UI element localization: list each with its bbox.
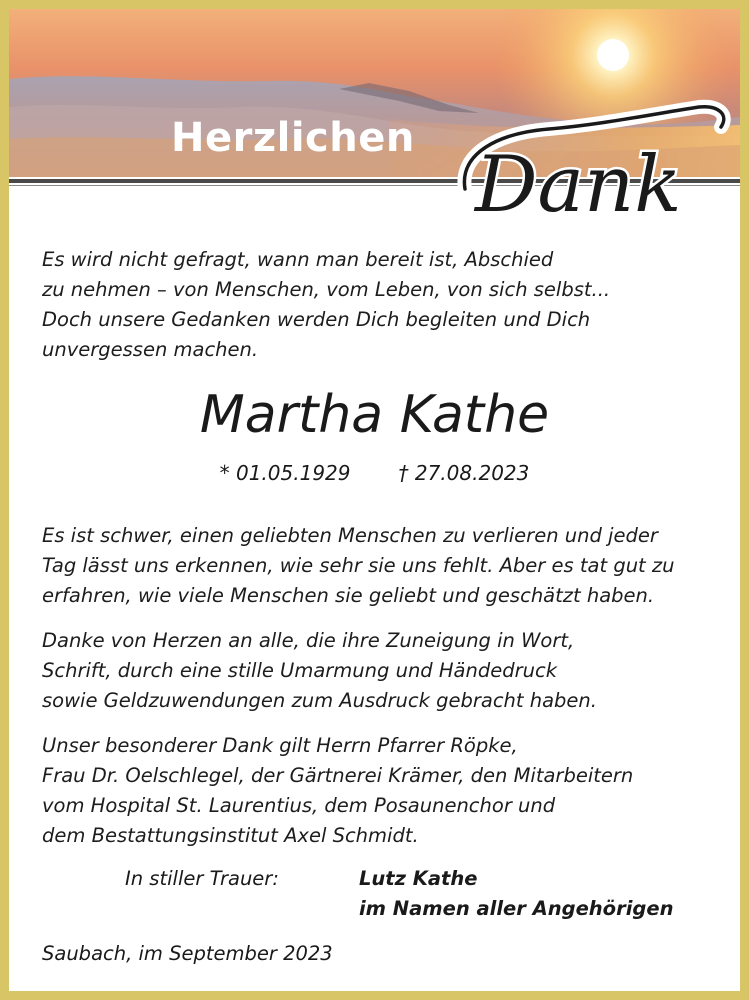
intro-quote-line: Doch unsere Gedanken werden Dich begleiten und Dich: [42, 308, 591, 331]
intro-quote: [42, 245, 610, 365]
paragraph-line: Schrift, durch eine stille Umarmung und Händedruck: [42, 659, 557, 682]
paragraph-line: Frau Dr. Oelschlegel, der Gärtnerei Krämer, den Mitarbeitern: [42, 764, 634, 787]
intro-quote-line: zu nehmen – von Menschen, vom Leben, von sich selbst...: [42, 278, 611, 301]
thanks-paragraph-1: [42, 521, 675, 611]
intro-quote-line: unvergessen machen.: [42, 338, 259, 361]
signer-line: Lutz Kathe: [359, 867, 478, 890]
mourning-label: In stiller Trauer:: [125, 867, 279, 890]
thanks-paragraph-2: [42, 626, 597, 716]
paragraph-line: dem Bestattungsinstitut Axel Schmidt.: [42, 824, 419, 847]
paragraph-line: Tag lässt uns erkennen, wie sehr sie uns fehlt. Aber es tat gut zu: [42, 554, 675, 577]
intro-quote-line: Es wird nicht gefragt, wann man bereit ist, Abschied: [42, 248, 554, 271]
paragraph-line: vom Hospital St. Laurentius, dem Posaunenchor und: [42, 794, 556, 817]
thanks-paragraph-3: [42, 731, 633, 851]
paragraph-line: Es ist schwer, einen geliebten Menschen zu verlieren und jeder: [42, 524, 658, 547]
header-title-herzlichen: Herzlichen: [171, 115, 415, 161]
deceased-name: Martha Kathe: [199, 385, 550, 445]
life-dates: [9, 461, 740, 485]
birth-date: * 01.05.1929: [219, 461, 351, 485]
paragraph-line: Danke von Herzen an alle, die ihre Zuneigung in Wort,: [42, 629, 575, 652]
dank-script-text: Dank: [475, 140, 682, 230]
header-title-dank: [429, 93, 741, 233]
signer-line: im Namen aller Angehörigen: [359, 897, 674, 920]
place-and-date: Saubach, im September 2023: [42, 942, 333, 965]
paragraph-line: erfahren, wie viele Menschen sie geliebt und geschätzt haben.: [42, 584, 655, 607]
death-date: † 27.08.2023: [398, 461, 530, 485]
signers: [359, 864, 673, 924]
paragraph-line: sowie Geldzuwendungen zum Ausdruck gebracht haben.: [42, 689, 597, 712]
paragraph-line: Unser besonderer Dank gilt Herrn Pfarrer Röpke,: [42, 734, 518, 757]
